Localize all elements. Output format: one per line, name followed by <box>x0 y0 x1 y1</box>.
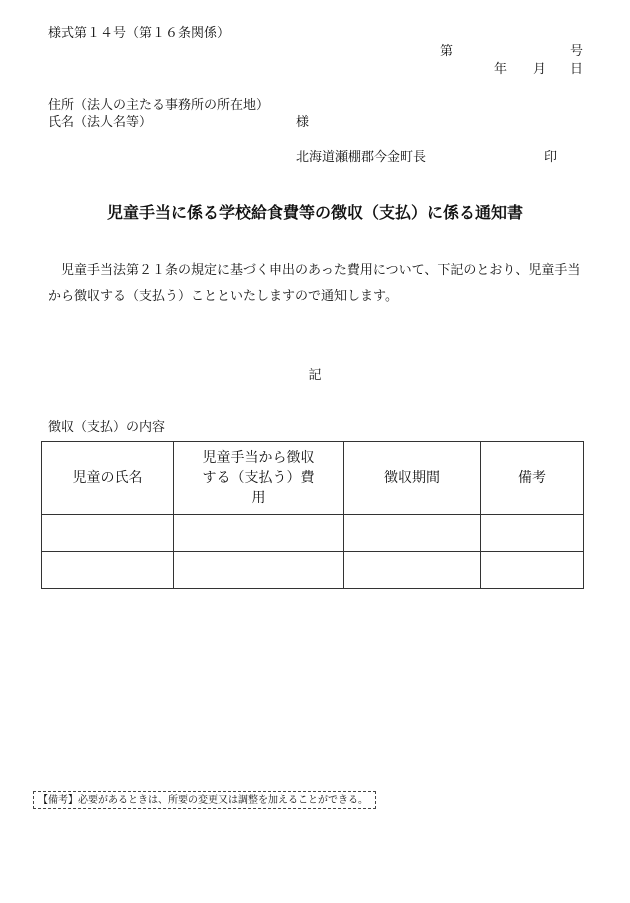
table-cell <box>174 552 344 589</box>
document-title: 児童手当に係る学校給食費等の徴収（支払）に係る通知書 <box>106 203 523 222</box>
table-cell <box>42 515 174 552</box>
table-caption: 徴収（支払）の内容 <box>48 420 166 435</box>
header-remarks: 備考 <box>481 442 584 515</box>
date-month-label: 月 <box>533 62 547 77</box>
table-row <box>42 552 584 589</box>
header-period: 徴収期間 <box>344 442 481 515</box>
table-cell <box>481 515 584 552</box>
header-fee: 児童手当から徴収する（支払う）費用 <box>174 442 344 515</box>
table-row <box>42 515 584 552</box>
recipient-address-label: 住所（法人の主たる事務所の所在地） <box>48 98 270 113</box>
form-number: 様式第１４号（第１６条関係） <box>48 26 231 41</box>
remarks-note: 【備考】必要があるときは、所要の変更又は調整を加えることができる。 <box>33 791 376 809</box>
table-cell <box>481 552 584 589</box>
recipient-name-label: 氏名（法人名等） <box>48 115 153 130</box>
date-day-label: 日 <box>570 62 584 77</box>
issuer-name: 北海道瀬棚郡今金町長 <box>296 150 427 165</box>
table-cell <box>174 515 344 552</box>
body-paragraph: 児童手当法第２１条の規定に基づく申出のあった費用について、下記のとおり、児童手当から徴収する（支払う）ことといたしますので通知します。 <box>48 263 581 304</box>
header-child-name: 児童の氏名 <box>42 442 174 515</box>
document-number-suffix: 号 <box>570 44 584 59</box>
seal-mark: 印 <box>544 150 558 165</box>
table-cell <box>344 515 481 552</box>
table-header-row <box>42 442 584 515</box>
date-year-label: 年 <box>494 62 508 77</box>
document-number-prefix: 第 <box>440 44 454 59</box>
recipient-honorific: 様 <box>296 115 310 130</box>
content-table <box>41 441 584 589</box>
table-cell <box>42 552 174 589</box>
table-cell <box>344 552 481 589</box>
ki-heading: 記 <box>308 368 322 383</box>
